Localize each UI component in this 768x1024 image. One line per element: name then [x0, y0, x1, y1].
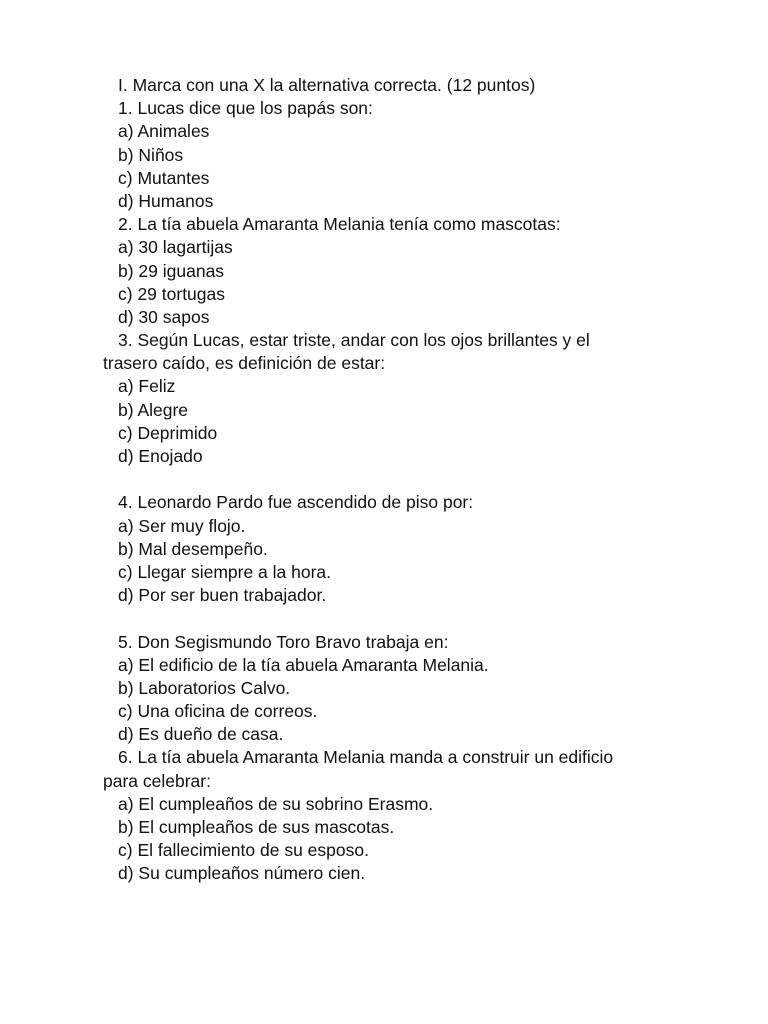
answer-option: d) Por ser buen trabajador. — [118, 585, 327, 606]
answer-option: c) Una oficina de correos. — [118, 701, 318, 722]
question-prompt: 5. Don Segismundo Toro Bravo trabaja en: — [118, 631, 449, 652]
answer-option: b) Alegre — [118, 399, 189, 420]
answer-option: a) Feliz — [118, 376, 176, 397]
answer-option: d) Humanos — [118, 190, 214, 211]
question-prompt-continuation: trasero caído, es definición de estar: — [103, 353, 386, 374]
answer-option: b) Niños — [118, 144, 184, 165]
answer-option: c) 29 tortugas — [118, 283, 225, 304]
blank-line — [103, 468, 663, 491]
answer-option: d) Es dueño de casa. — [118, 724, 284, 745]
blank-line — [103, 607, 663, 630]
answer-option: a) El edificio de la tía abuela Amaranta Melania. — [118, 654, 489, 675]
answer-option: d) Su cumpleaños número cien. — [118, 863, 366, 884]
question-prompt: 2. La tía abuela Amaranta Melania tenía como mascotas: — [118, 214, 561, 235]
question-prompt: 6. La tía abuela Amaranta Melania manda a construir un edificio — [118, 747, 614, 768]
answer-option: d) 30 sapos — [118, 306, 210, 327]
answer-option: a) El cumpleaños de su sobrino Erasmo. — [118, 793, 434, 814]
answer-option: a) 30 lagartijas — [118, 237, 233, 258]
answer-option: c) El fallecimiento de su esposo. — [118, 840, 369, 861]
question-prompt: 1. Lucas dice que los papás son: — [118, 98, 373, 119]
question-prompt: 4. Leonardo Pardo fue ascendido de piso por: — [118, 492, 474, 513]
quiz-text — [103, 74, 663, 886]
instructions: I. Marca con una X la alternativa correcta. (12 puntos) — [118, 75, 536, 95]
answer-option: b) 29 iguanas — [118, 260, 225, 281]
answer-option: c) Llegar siempre a la hora. — [118, 561, 332, 582]
question-prompt: 3. Según Lucas, estar triste, andar con los ojos brillantes y el — [118, 330, 590, 351]
answer-option: b) El cumpleaños de sus mascotas. — [118, 817, 395, 837]
answer-option: d) Enojado — [118, 446, 203, 466]
question-prompt-continuation: para celebrar: — [103, 770, 211, 791]
answer-option: b) Laboratorios Calvo. — [118, 677, 291, 698]
answer-option: b) Mal desempeño. — [118, 538, 268, 559]
answer-option: a) Ser muy flojo. — [118, 515, 246, 536]
answer-option: a) Animales — [118, 121, 210, 142]
answer-option: c) Mutantes — [118, 167, 210, 188]
answer-option: c) Deprimido — [118, 422, 218, 443]
